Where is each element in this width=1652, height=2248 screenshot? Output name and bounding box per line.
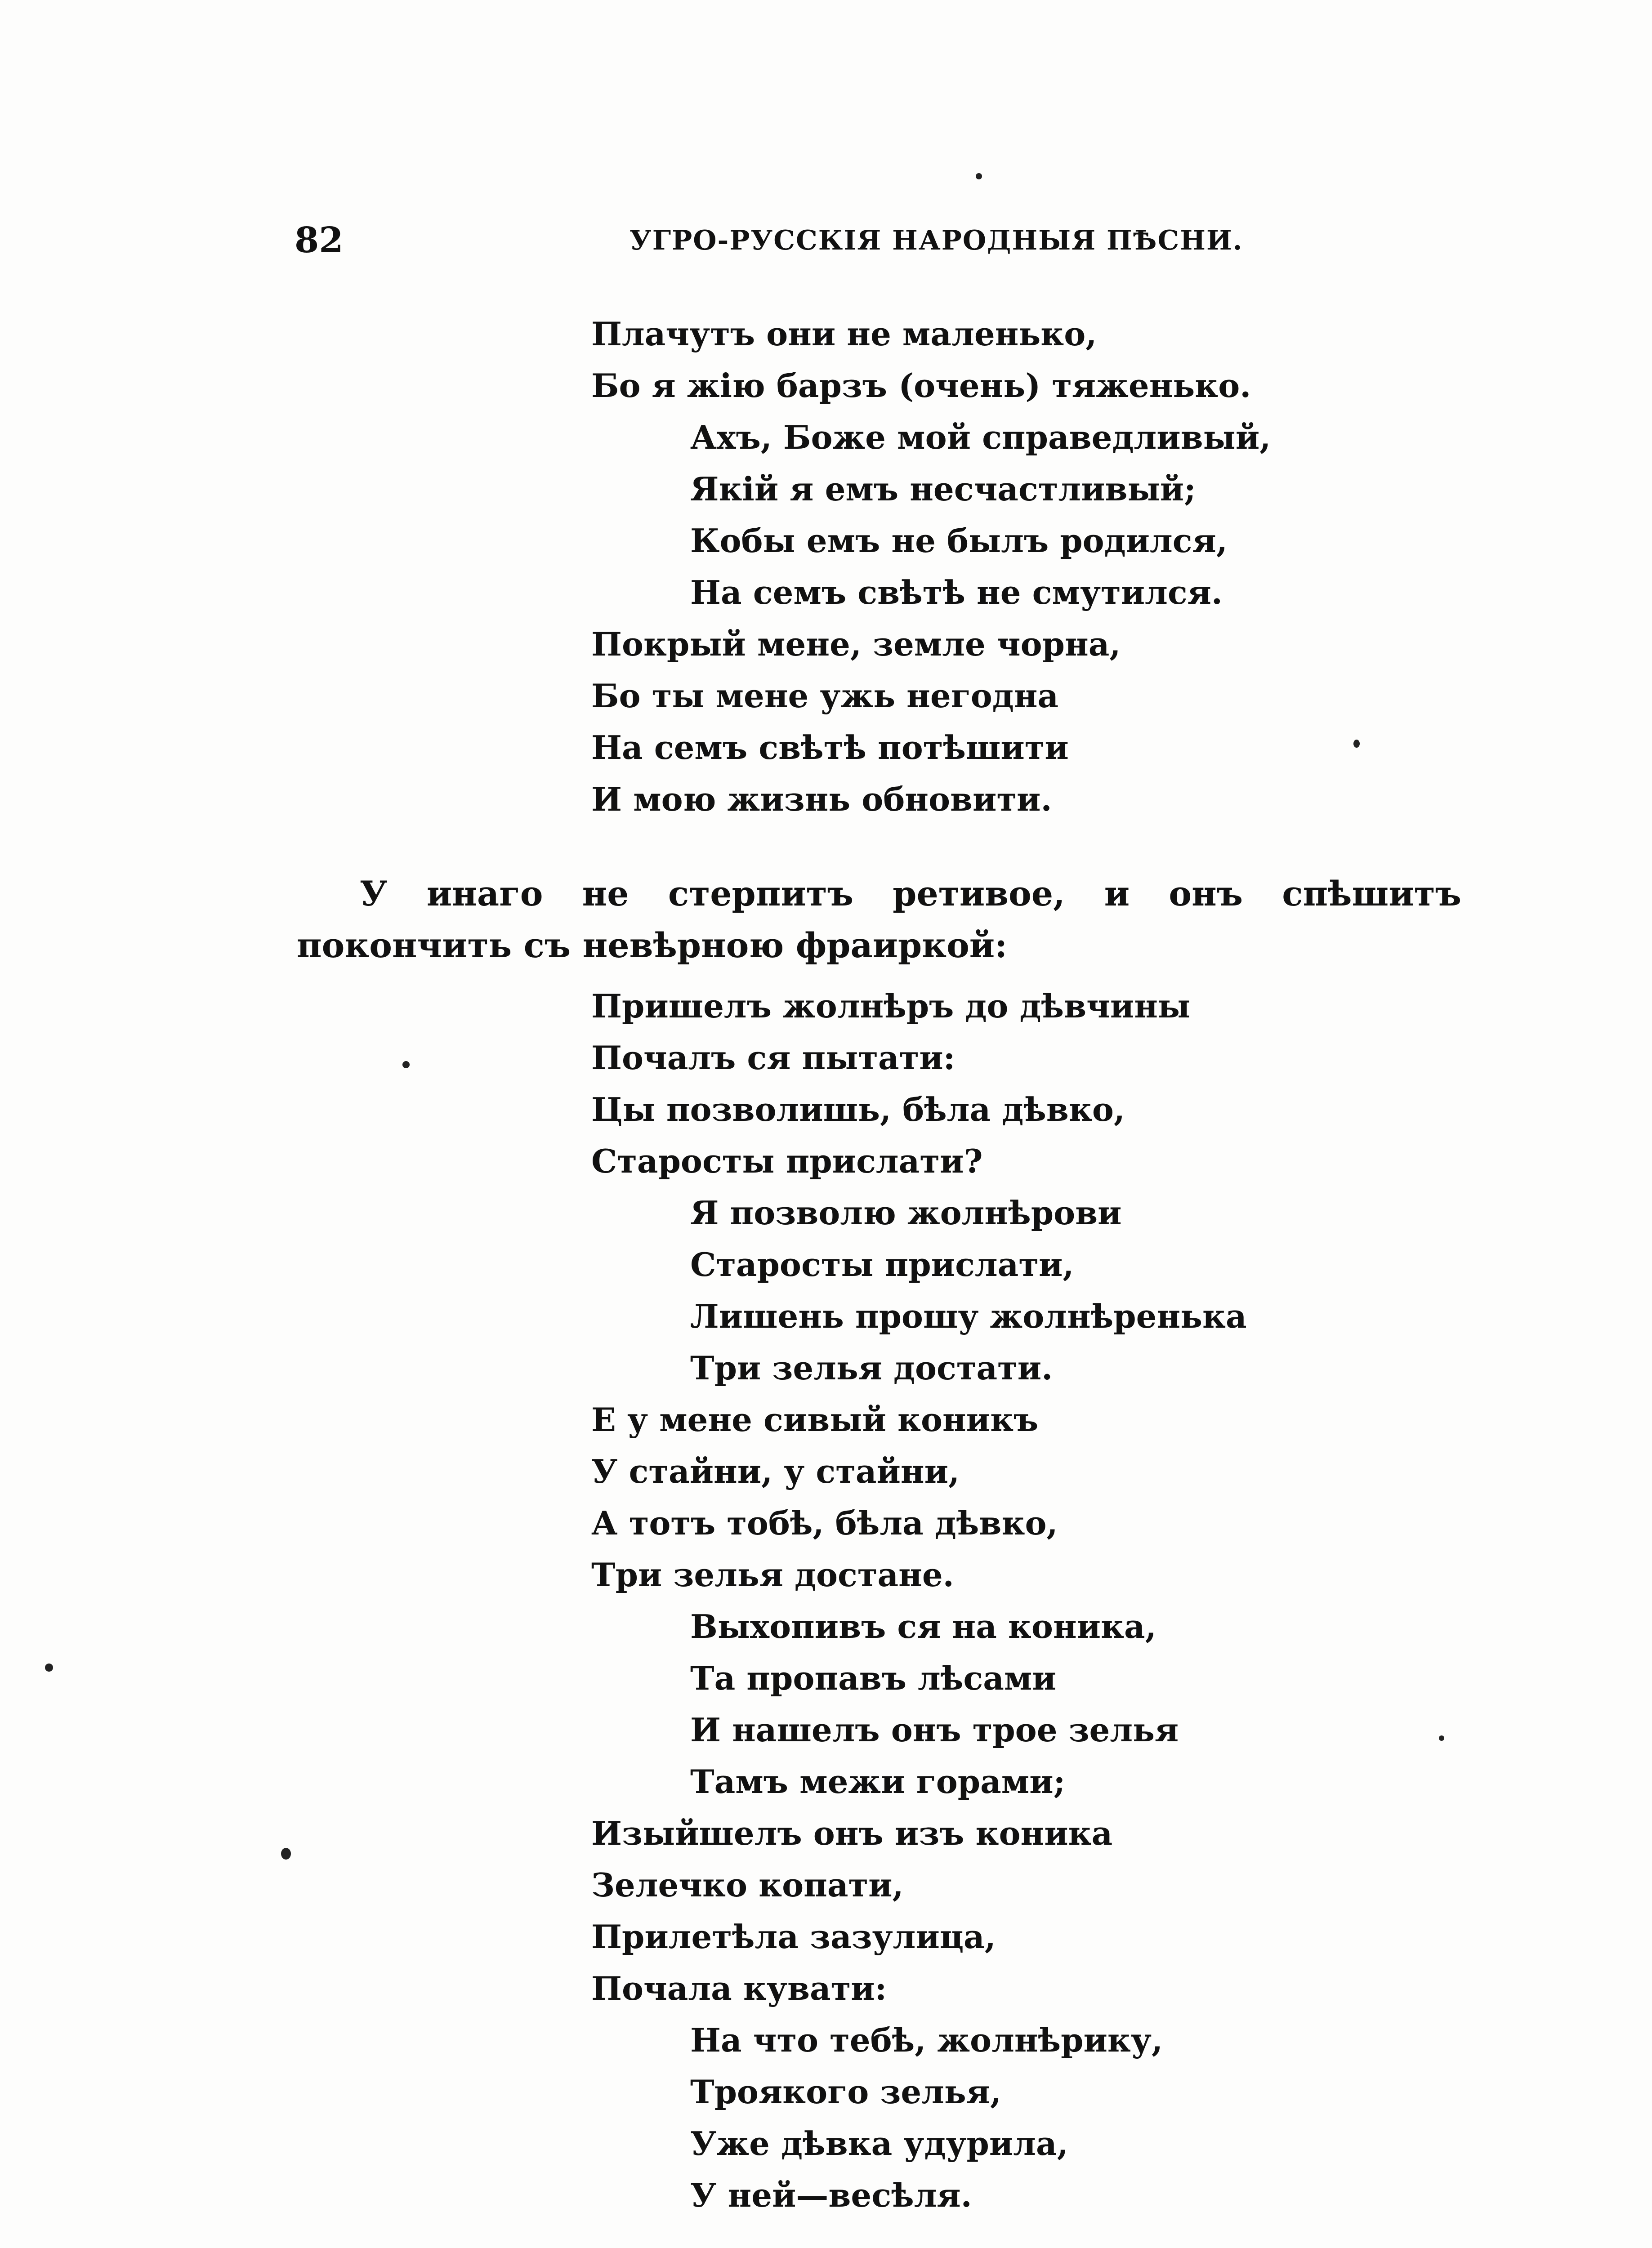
verse-line: Выхопивъ ся на коника,	[690, 1607, 1156, 1646]
verse-line: На семъ свѣтѣ не смутился.	[690, 573, 1223, 611]
verse-line: И нашелъ онъ трое зелья	[690, 1711, 1179, 1749]
print-speck	[281, 1848, 291, 1860]
verse-line: На что тебѣ, жолнѣрику,	[690, 2021, 1163, 2059]
verse-line: Плачутъ они не маленько,	[591, 315, 1097, 353]
verse-line: Зелечко копати,	[591, 1866, 904, 1904]
verse-line: Лишень прошу жолнѣренька	[690, 1297, 1247, 1335]
verse-line: У стайни, у стайни,	[591, 1452, 960, 1490]
verse-line: Кобы емъ не былъ родился,	[690, 522, 1228, 560]
verse-line: На семъ свѣтѣ потѣшити	[591, 728, 1069, 767]
verse-line: Почала кувати:	[591, 1969, 887, 2007]
prose-paragraph: У инаго не стерпитъ ретивое, и онъ спѣшитъ покончить съ невѣрною фраиркой:	[297, 874, 1461, 965]
verse-line: Та пропавъ лѣсами	[690, 1659, 1056, 1697]
verse-line: Пришелъ жолнѣръ до дѣвчины	[591, 987, 1191, 1025]
verse-line: Бо я жію барзъ (очень) тяженько.	[591, 366, 1251, 405]
verse-line: И мою жизнь обновити.	[591, 780, 1052, 818]
verse-line: Я позволю жолнѣрови	[690, 1194, 1122, 1232]
verse-line: Е у мене сивый коникъ	[591, 1401, 1039, 1439]
print-speck	[45, 1664, 53, 1672]
print-speck	[402, 1061, 410, 1068]
page-number: 82	[295, 220, 344, 261]
print-speck	[1439, 1735, 1444, 1741]
verse-line: Старосты прислати?	[591, 1142, 983, 1180]
verse-line: Покрый мене, земле чорна,	[591, 625, 1121, 663]
verse-line: Три зелья достане.	[591, 1556, 954, 1594]
verse-line: Троякого зелья,	[690, 2073, 1002, 2111]
verse-line: Прилетѣла зазулица,	[591, 1918, 996, 1956]
verse-line: Цы позволишь, бѣла дѣвко,	[591, 1090, 1125, 1128]
poem-stanza-2	[591, 980, 1247, 2221]
print-speck	[976, 173, 982, 179]
verse-line: А тотъ тобѣ, бѣла дѣвко,	[591, 1504, 1058, 1542]
verse-line: Тамъ межи горами;	[690, 1762, 1066, 1801]
verse-line: Три зелья достати.	[690, 1349, 1053, 1387]
verse-line: Ахъ, Боже мой справедливый,	[690, 418, 1271, 456]
running-title: УГРО-РУССКІЯ НАРОДНЫЯ ПѢСНИ.	[630, 225, 1243, 256]
verse-line: Якій я емъ несчастливый;	[690, 470, 1196, 508]
verse-line: Изыйшелъ онъ изъ коника	[591, 1814, 1113, 1852]
page-header	[0, 216, 1652, 265]
verse-line: Уже дѣвка удурила,	[690, 2124, 1068, 2163]
verse-line: Почалъ ся пытати:	[591, 1039, 955, 1077]
poem-stanza-1	[591, 308, 1271, 825]
verse-line: Бо ты мене ужь негодна	[591, 677, 1059, 715]
verse-line: У ней—весѣля.	[690, 2176, 972, 2214]
print-speck	[1353, 740, 1360, 748]
verse-line: Старосты прислати,	[690, 1245, 1074, 1284]
